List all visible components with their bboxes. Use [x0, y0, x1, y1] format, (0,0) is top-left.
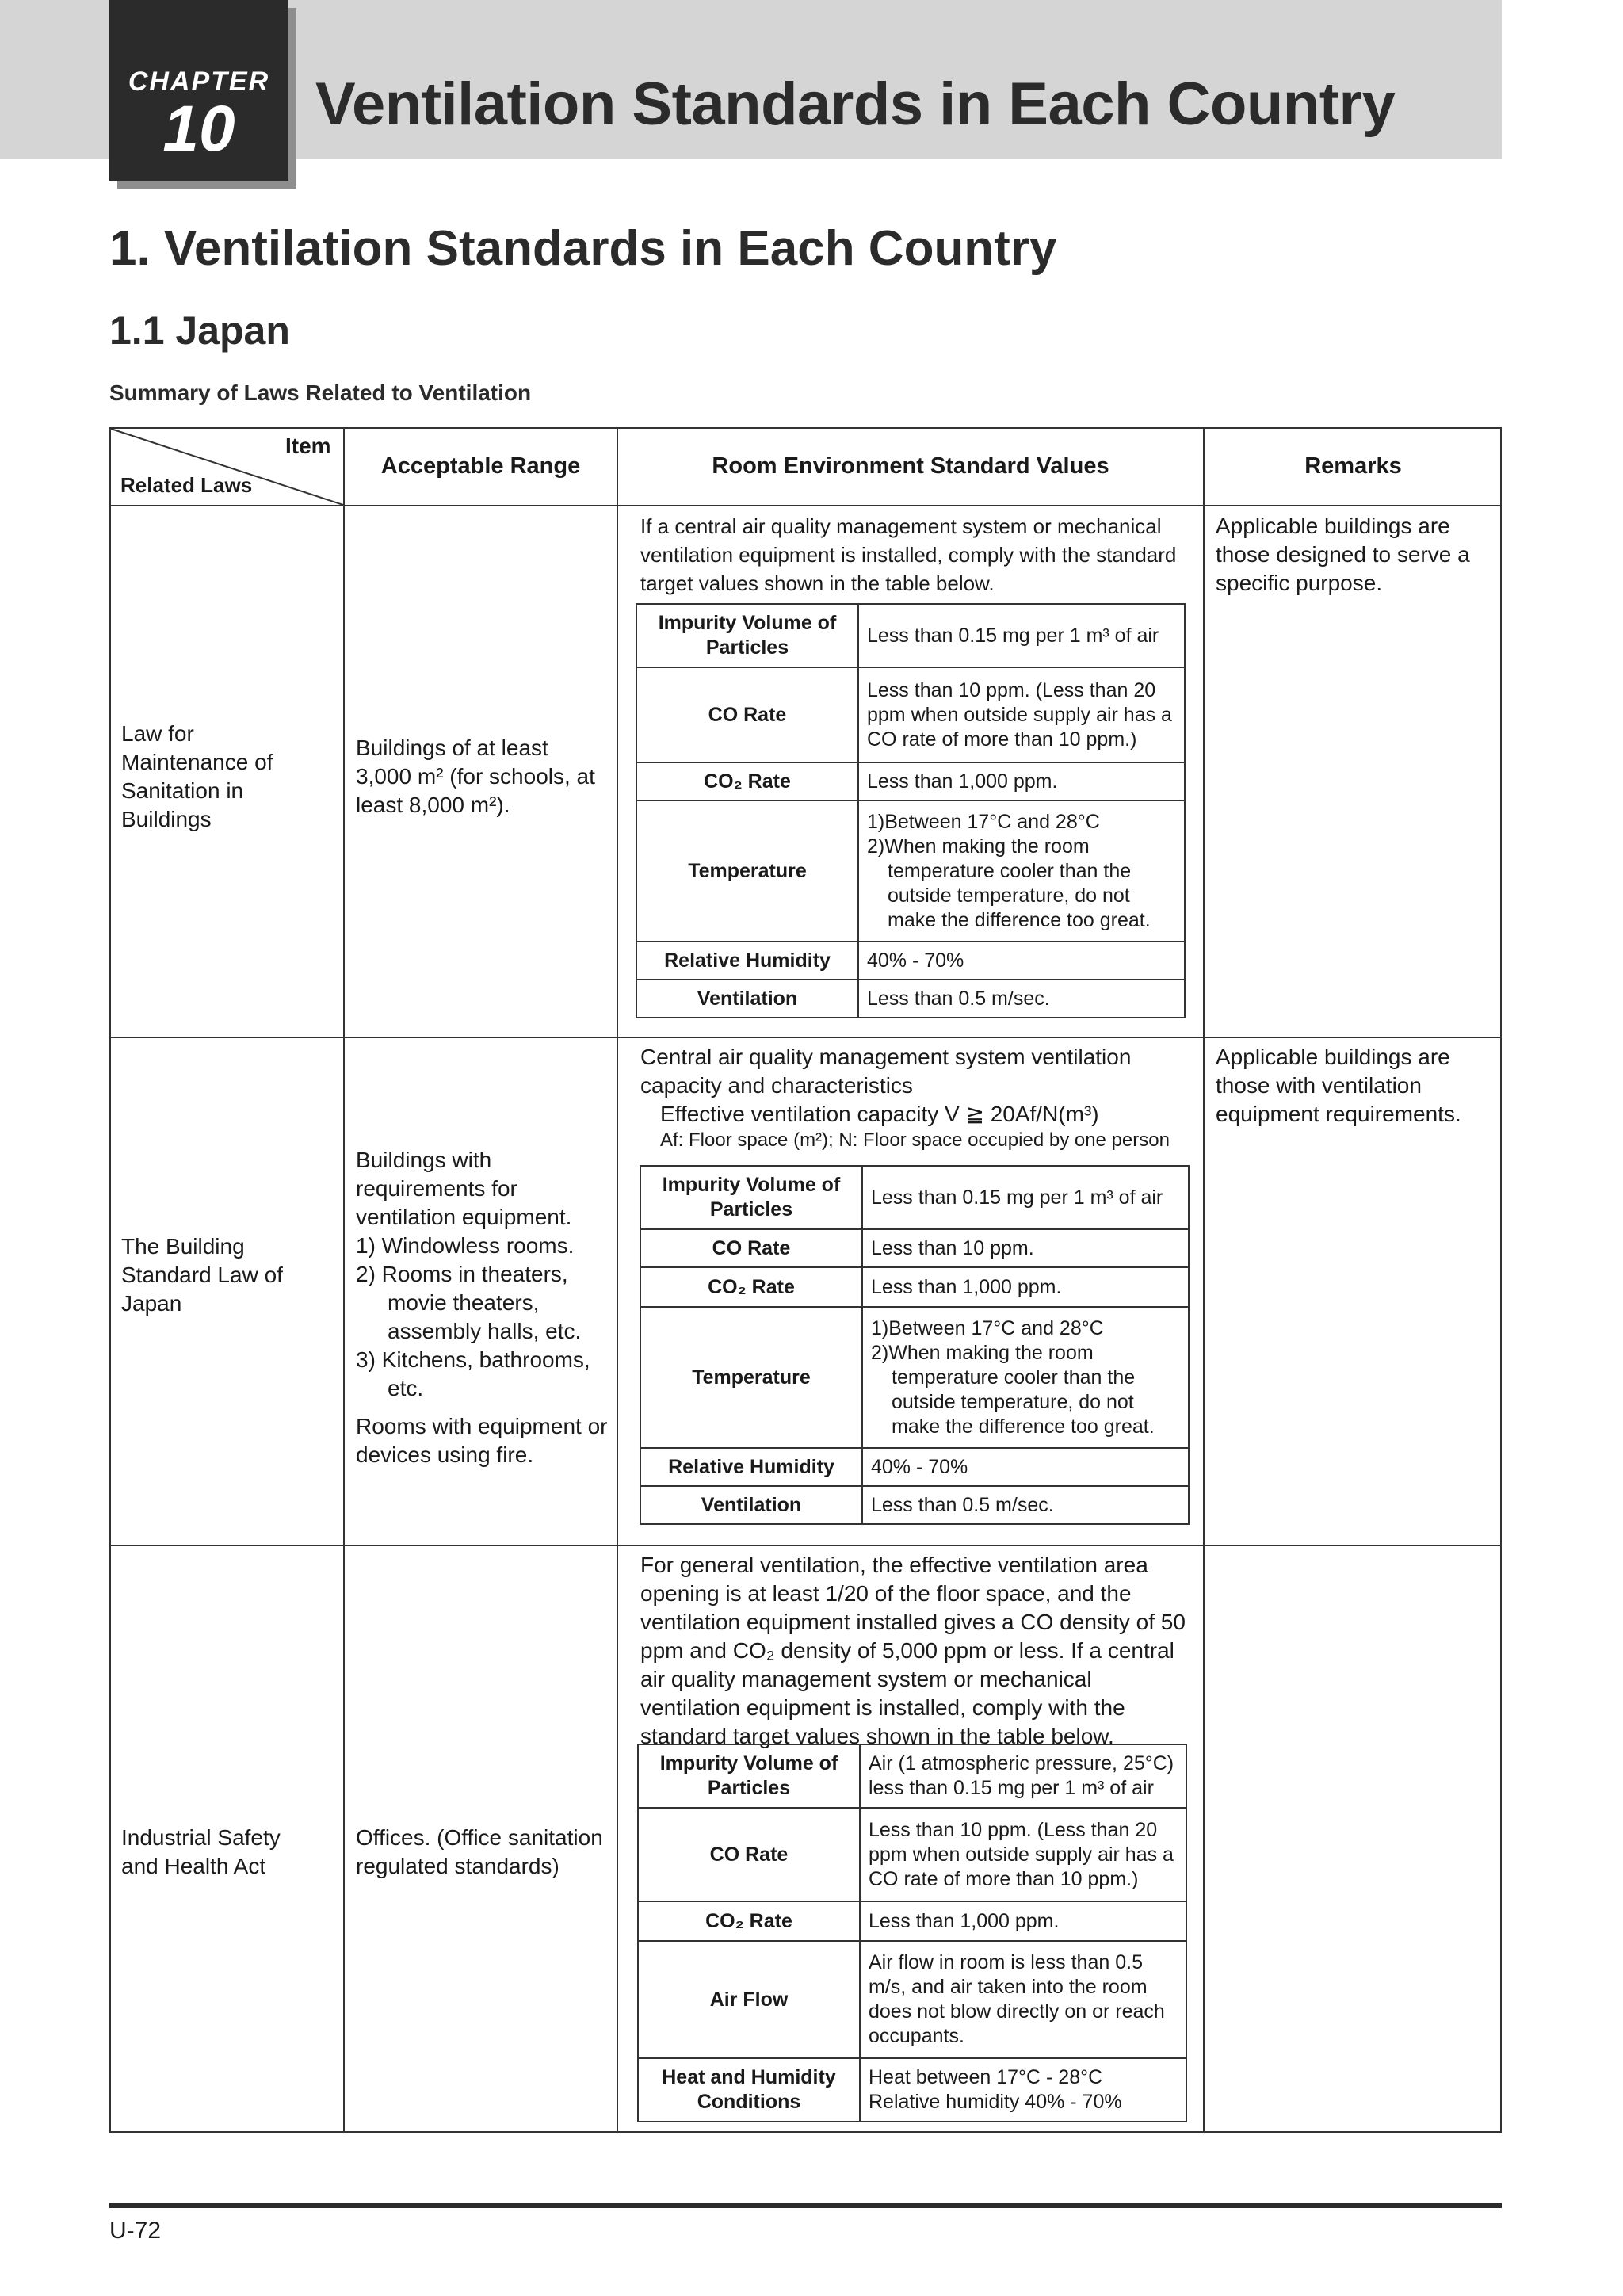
item-value: 40% - 70% [858, 942, 1185, 980]
item-value: Heat between 17°C - 28°C Relative humidity 40% - 70% [860, 2058, 1186, 2122]
item-label: Heat and Humidity Conditions [638, 2058, 860, 2122]
item-value: Air (1 atmospheric pressure, 25°C) less than 0.15 mg per 1 m³ of air [860, 1744, 1186, 1808]
remarks: Applicable buildings are those with ventilation equipment requirements. [1216, 1045, 1461, 1126]
range-extra: Rooms with equipment or devices using fire. [356, 1414, 608, 1467]
temperature-range: 1)Between 17°C and 28°C [871, 1316, 1104, 1339]
temperature-range: 1)Between 17°C and 28°C [867, 810, 1100, 833]
item-label: CO Rate [640, 1229, 862, 1267]
item-label: CO₂ Rate [640, 1267, 862, 1307]
item-label: Relative Humidity [636, 942, 858, 980]
row-divider [109, 1037, 1502, 1038]
subtable-row [640, 1166, 1189, 1229]
subtable-row [638, 2058, 1186, 2122]
column-divider [617, 427, 618, 2133]
item-label: CO₂ Rate [638, 1901, 860, 1941]
subtable-row [638, 1941, 1186, 2058]
standard-intro: If a central air quality management system or mechanical ventilation equipment is installed, comply with the standard target values shown in the table below. [640, 514, 1177, 595]
subtable-row [636, 762, 1185, 800]
formula-note: Af: Floor space (m²); N: Floor space occupied by one person [660, 1129, 1170, 1151]
standards-subtable [636, 603, 1186, 1018]
range-intro: Buildings with requirements for ventilation equipment. [356, 1148, 572, 1229]
subtable-row [638, 1901, 1186, 1941]
item-label: Impurity Volume of Particles [640, 1166, 862, 1229]
item-value: Less than 10 ppm. (Less than 20 ppm when outside supply air has a CO rate of more than 10 ppm.) [858, 667, 1185, 762]
law-name: Law for Maintenance of Sanitation in Buildings [121, 721, 273, 831]
table-caption: Summary of Laws Related to Ventilation [109, 380, 532, 405]
chapter-label: CHAPTER [128, 67, 270, 97]
item-label: Ventilation [640, 1486, 862, 1524]
chapter-number: 10 [162, 93, 235, 165]
item-value: Less than 0.15 mg per 1 m³ of air [862, 1166, 1189, 1229]
remarks: Applicable buildings are those designed to serve a specific purpose. [1216, 514, 1470, 595]
subtable-row [640, 1307, 1189, 1448]
item-label: Impurity Volume of Particles [636, 604, 858, 667]
subtable-row [638, 1744, 1186, 1808]
acceptable-range: Offices. (Office sanitation regulated standards) [356, 1825, 603, 1878]
page-number: U-72 [109, 2218, 162, 2244]
law-name: Industrial Safety and Health Act [121, 1825, 281, 1878]
item-value: Less than 1,000 ppm. [860, 1901, 1186, 1941]
subtable-row [640, 1486, 1189, 1524]
item-label: CO Rate [638, 1808, 860, 1901]
item-value: Less than 10 ppm. (Less than 20 ppm when outside supply air has a CO rate of more than 10 ppm.) [860, 1808, 1186, 1901]
subtable-row [636, 942, 1185, 980]
subtable-row [638, 1808, 1186, 1901]
row-divider [109, 1545, 1502, 1546]
header-standard-values: Room Environment Standard Values [712, 453, 1109, 479]
standard-intro: For general ventilation, the effective ventilation area opening is at least 1/20 of the floor space, and the ventilation equipment installed gives a CO density of 50 ppm and CO₂ density of 5,000 ppm or less. If a central air quality management system or mechanical ventilation equipment is installed, comply with the standard target values shown in the table below. [640, 1553, 1186, 1748]
item-label: Impurity Volume of Particles [638, 1744, 860, 1808]
temperature-note: 2)When making the room temperature cooler than the outside temperature, do not make the difference too great. [871, 1341, 1155, 1438]
ventilation-formula: Effective ventilation capacity V ≧ 20Af/N(m³) [660, 1102, 1099, 1126]
section-title: 1. Ventilation Standards in Each Country [109, 221, 1057, 276]
footer-rule [109, 2203, 1502, 2208]
standards-subtable [640, 1165, 1190, 1525]
subtable-row [636, 980, 1185, 1018]
item-label: Temperature [640, 1307, 862, 1448]
column-divider [343, 427, 345, 2133]
header-related-laws: Related Laws [120, 473, 253, 497]
subtable-row [636, 667, 1185, 762]
item-value [858, 800, 1185, 942]
item-value: Less than 0.5 m/sec. [858, 980, 1185, 1018]
item-label: CO Rate [636, 667, 858, 762]
subsection-title: 1.1 Japan [109, 308, 290, 353]
item-value: Less than 0.5 m/sec. [862, 1486, 1189, 1524]
law-name: The Building Standard Law of Japan [121, 1234, 283, 1316]
temperature-note: 2)When making the room temperature cooler than the outside temperature, do not make the difference too great. [867, 835, 1151, 931]
range-item: 3) Kitchens, bathrooms, etc. [356, 1347, 590, 1400]
range-item: 2) Rooms in theaters, movie theaters, assembly halls, etc. [356, 1262, 582, 1343]
item-label: Ventilation [636, 980, 858, 1018]
item-label: Temperature [636, 800, 858, 942]
acceptable-range: Buildings of at least 3,000 m² (for schools, at least 8,000 m²). [356, 735, 595, 817]
column-divider [1203, 427, 1205, 2133]
item-value: Air flow in room is less than 0.5 m/s, and air taken into the room does not blow directly on or reach occupants. [860, 1941, 1186, 2058]
item-value: 40% - 70% [862, 1448, 1189, 1486]
standard-intro: Central air quality management system ventilation capacity and characteristics [640, 1045, 1132, 1098]
item-label: Air Flow [638, 1941, 860, 2058]
subtable-row [640, 1448, 1189, 1486]
subtable-row [640, 1229, 1189, 1267]
item-value: Less than 1,000 ppm. [862, 1267, 1189, 1307]
item-value: Less than 10 ppm. [862, 1229, 1189, 1267]
subtable-row [636, 800, 1185, 942]
standards-subtable [637, 1744, 1187, 2122]
subtable-row [636, 604, 1185, 667]
item-value: Less than 1,000 ppm. [858, 762, 1185, 800]
chapter-title: Ventilation Standards in Each Country [315, 71, 1396, 138]
item-value: Less than 0.15 mg per 1 m³ of air [858, 604, 1185, 667]
header-item: Item [285, 434, 331, 458]
header-remarks: Remarks [1304, 453, 1402, 479]
header-acceptable-range: Acceptable Range [380, 453, 581, 479]
acceptable-range [356, 1146, 609, 1469]
subtable-row [640, 1267, 1189, 1307]
item-label: CO₂ Rate [636, 762, 858, 800]
item-value [862, 1307, 1189, 1448]
item-label: Relative Humidity [640, 1448, 862, 1486]
range-item: 1) Windowless rooms. [356, 1233, 575, 1258]
